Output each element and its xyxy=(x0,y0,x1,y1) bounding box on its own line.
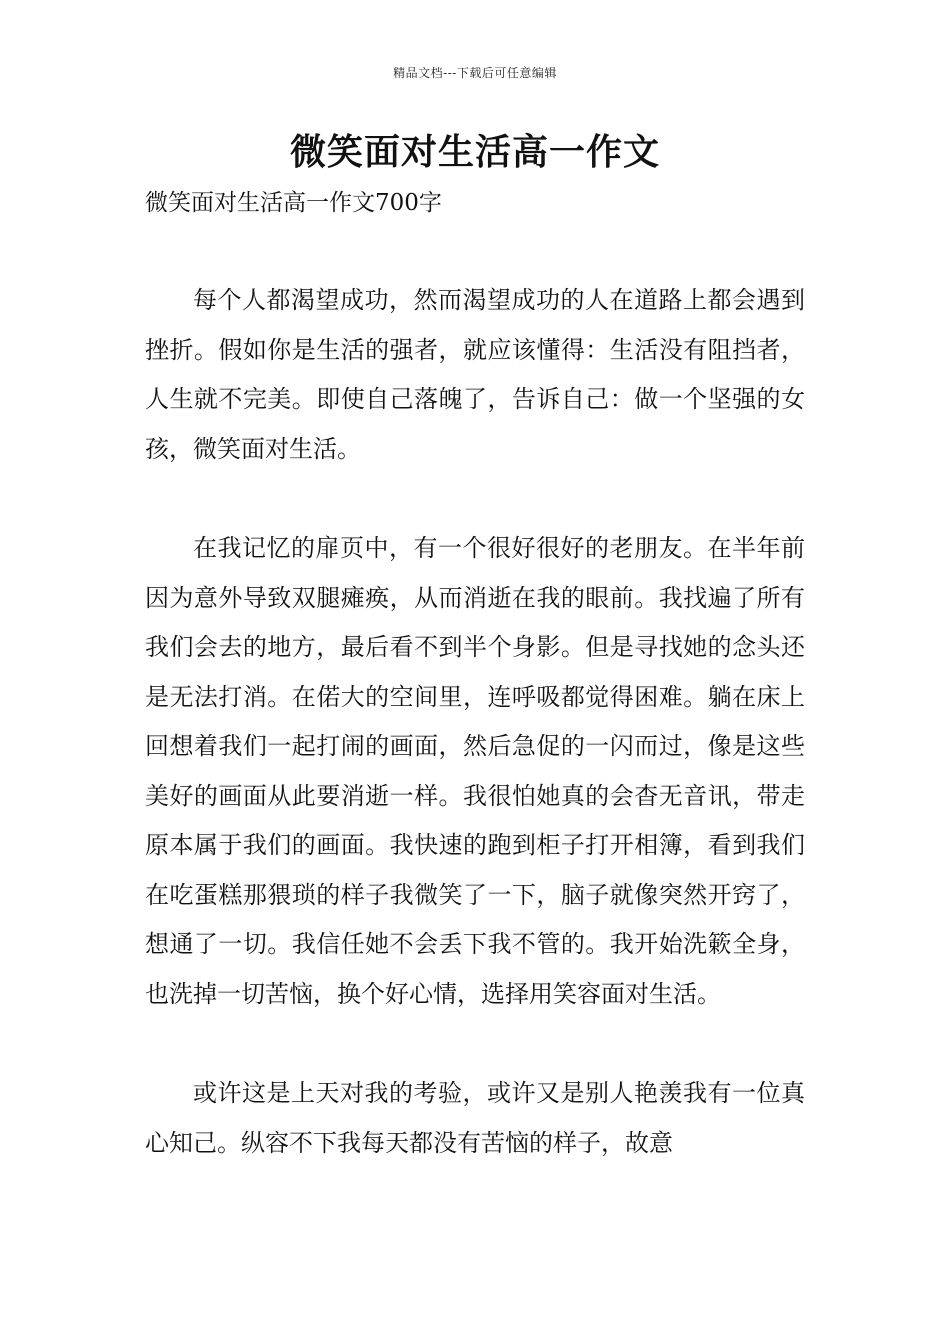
document-title: 微笑面对生活高一作文 xyxy=(289,131,660,173)
document-subtitle: 微笑面对生活高一作文700字 xyxy=(145,190,442,216)
header-note: 精品文档---下载后可任意编辑 xyxy=(393,66,557,80)
paragraph-1: 每个人都渴望成功，然而渴望成功的人在道路上都会遇到挫折。假如你是生活的强者，就应该懂得：生活没有阻挡者，人生就不完美。即使自己落魄了，告诉自己：做一个坚强的女孩，微笑面对生活。 xyxy=(145,286,805,463)
paragraph-2: 在我记忆的扉页中，有一个很好很好的老朋友。在半年前因为意外导致双腿瘫痪，从而消逝在我的眼前。我找遍了所有我们会去的地方，最后看不到半个身影。但是寻找她的念头还是无法打消。在偌大的空间里，连呼吸都觉得困难。躺在床上回想着我们一起打闹的画面，然后急促的一闪而过，像是这些美好的画面从此要消逝一样。我很怕她真的会杳无音讯，带走原本属于我们的画面。我快速的跑到柜子打开相簿，看到我们在吃蛋糕那猥琐的样子我微笑了一下，脑子就像突然开窍了，想通了一切。我信任她不会丢下我不管的。我开始洗簌全身，也洗掉一切苦恼，换个好心情，选择用笑容面对生活。 xyxy=(145,534,805,1008)
document-body xyxy=(145,276,805,1218)
paragraph-3: 或许这是上天对我的考验，或许又是别人艳羡我有一位真心知己。纵容不下我每天都没有苦恼的样子，故意 xyxy=(145,1079,805,1157)
